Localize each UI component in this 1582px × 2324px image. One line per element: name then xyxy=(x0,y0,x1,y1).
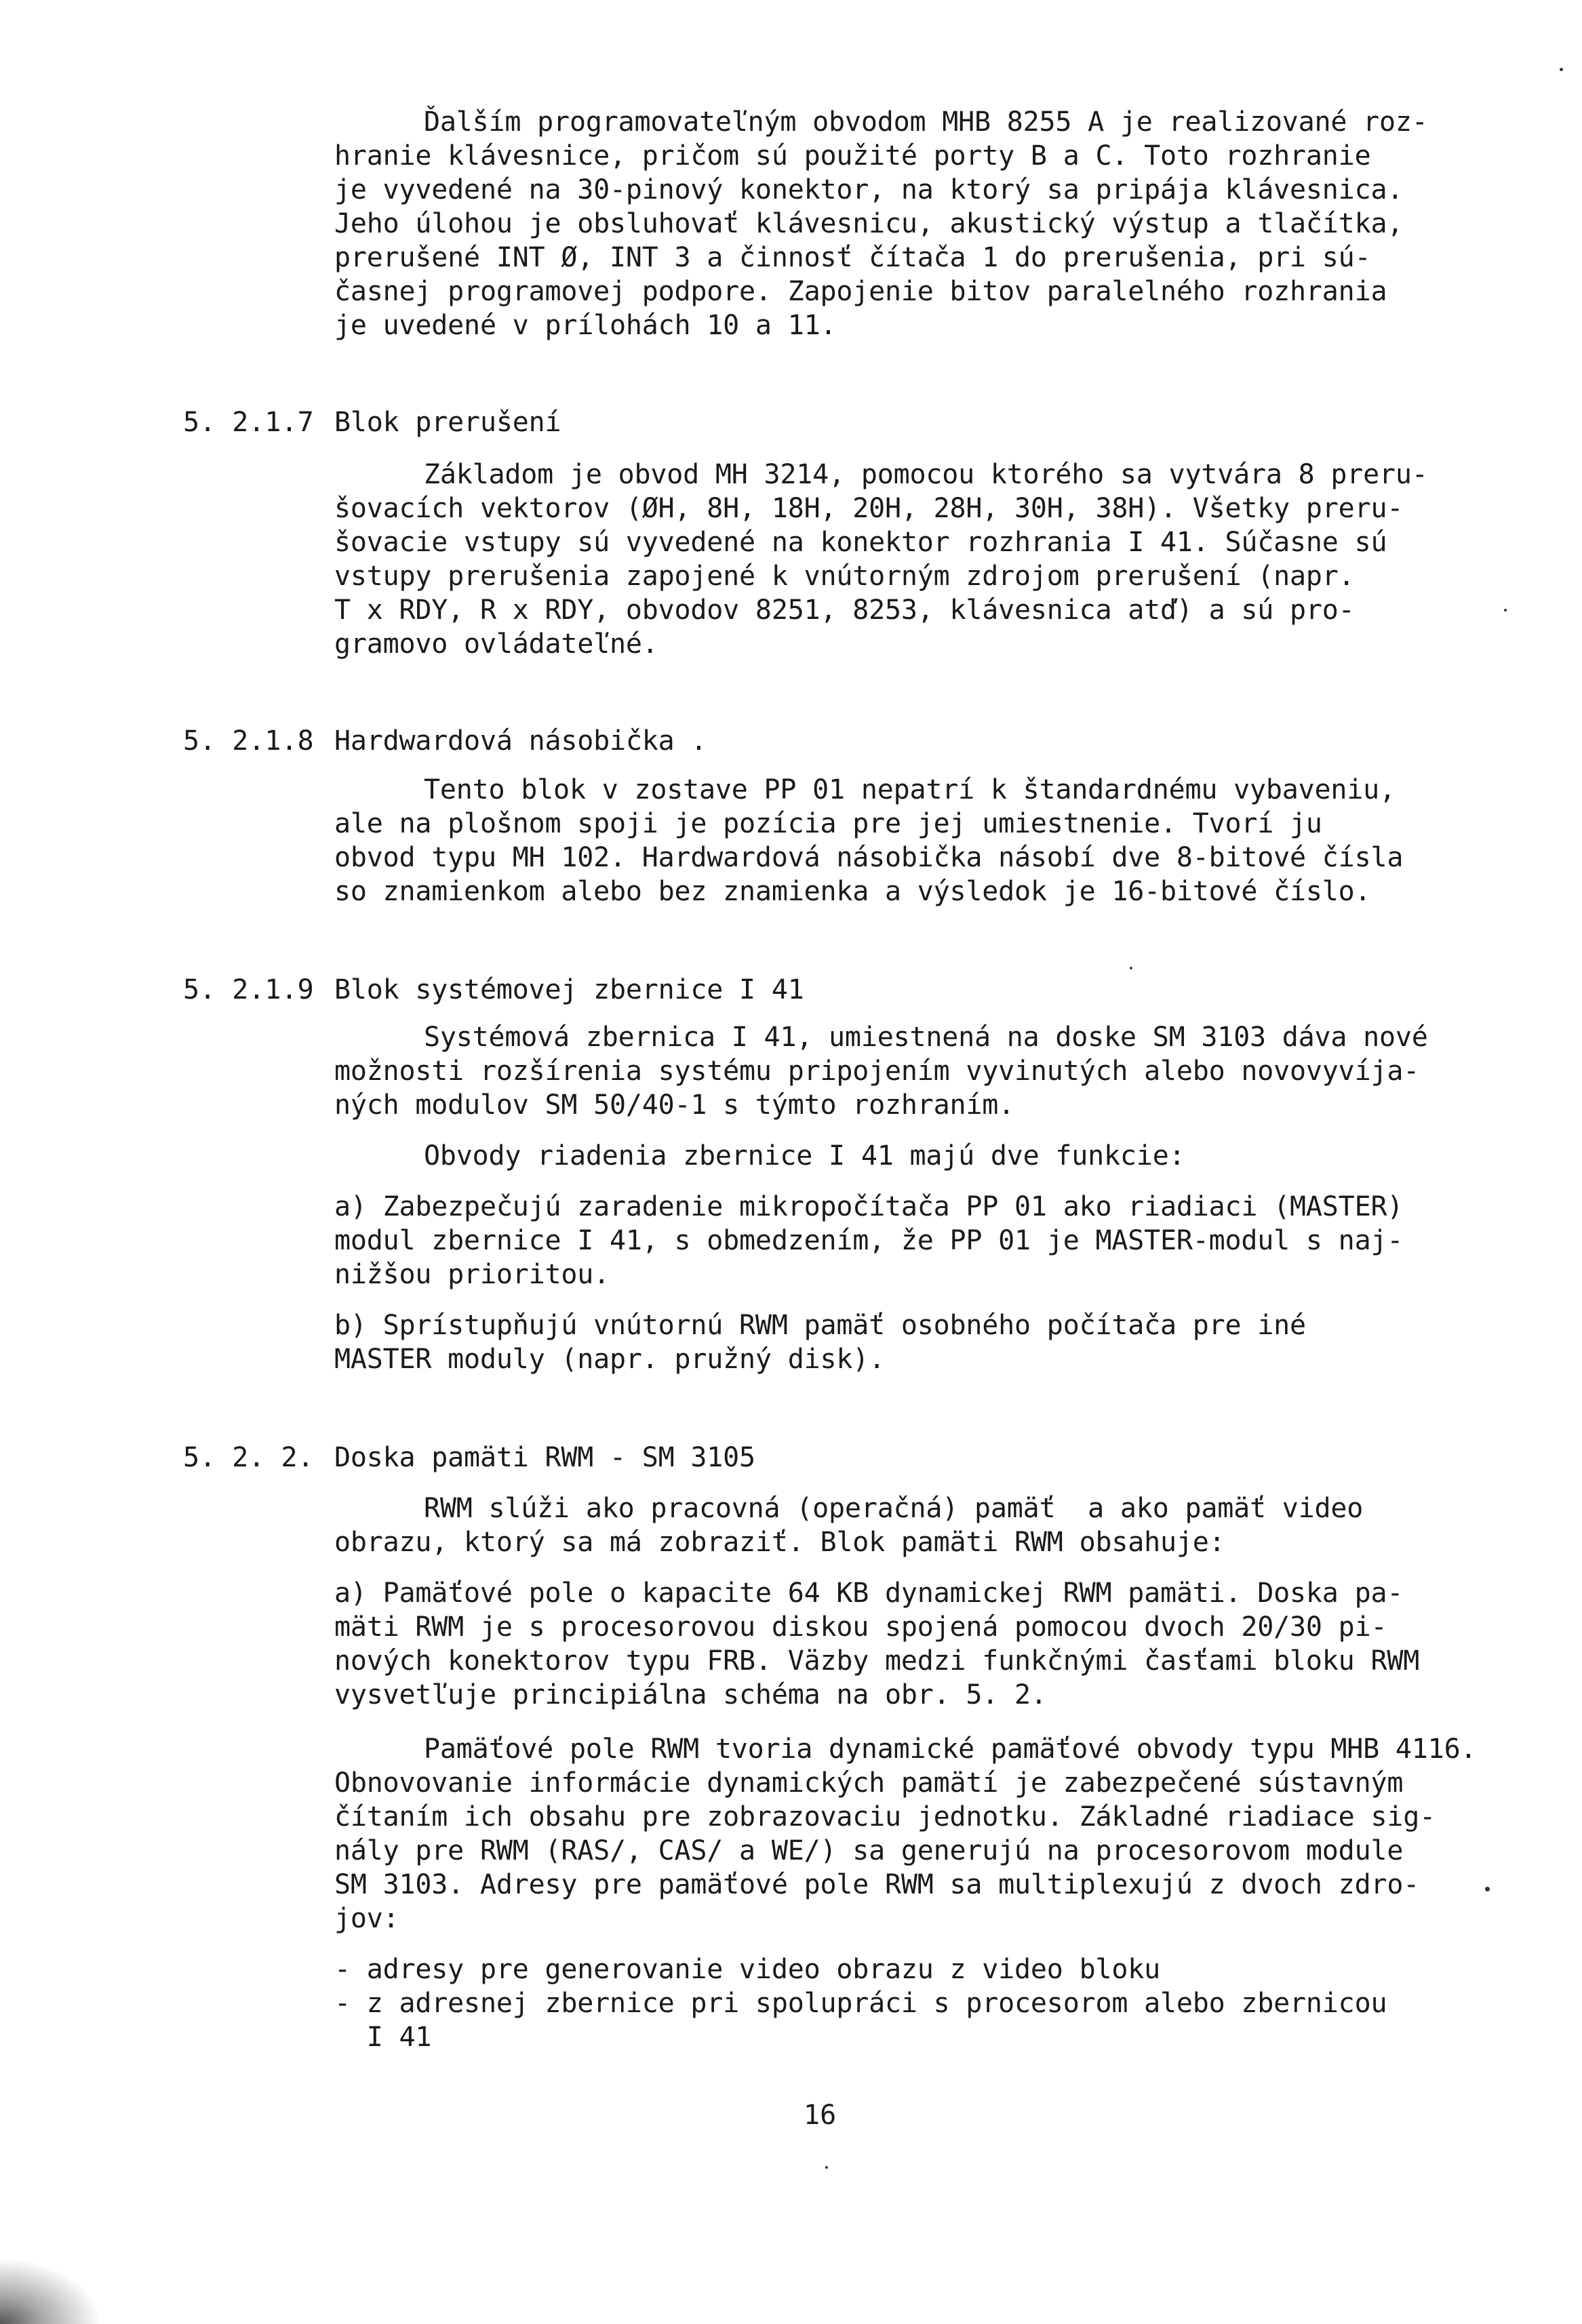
section-title: Blok prerušení xyxy=(334,407,561,438)
text-line: prerušené INT Ø, INT 3 a činnosť čítača 1 do prerušenia, pri sú- xyxy=(334,242,1371,273)
text-line: šovacích vektorov (ØH, 8H, 18H, 20H, 28H, 30H, 38H). Všetky preru- xyxy=(334,493,1404,524)
text-line: Obvody riadenia zbernice I 41 majú dve funkcie: xyxy=(424,1140,1185,1171)
text-line: obrazu, ktorý sa má zobraziť. Blok pamäti RWM obsahuje: xyxy=(334,1527,1225,1558)
text-line: jov: xyxy=(334,1903,399,1934)
text-line: ných modulov SM 50/40-1 s týmto rozhraním. xyxy=(334,1089,1015,1121)
text-line: a) Pamäťové pole o kapacite 64 KB dynamickej RWM pamäti. Doska pa- xyxy=(334,1578,1404,1609)
section-number: 5. 2.1.8 xyxy=(183,725,314,757)
text-line: a) Zabezpečujú zaradenie mikropočítača PP 01 ako riadiaci (MASTER) xyxy=(334,1191,1404,1222)
scan-speck xyxy=(1485,1887,1490,1891)
section-title: Blok systémovej zbernice I 41 xyxy=(334,974,804,1005)
text-line: obvod typu MH 102. Hardwardová násobička násobí dve 8-bitové čísla xyxy=(334,842,1404,873)
scan-speck xyxy=(1130,967,1132,969)
text-line: SM 3103. Adresy pre pamäťové pole RWM sa multiplexujú z dvoch zdro- xyxy=(334,1869,1420,1900)
scan-smudge xyxy=(0,2258,102,2324)
text-line: ale na plošnom spoji je pozícia pre jej umiestnenie. Tvorí ju xyxy=(334,808,1322,839)
text-line: Jeho úlohou je obsluhovať klávesnicu, akustický výstup a tlačítka, xyxy=(334,208,1404,239)
text-line: Pamäťové pole RWM tvoria dynamické pamäťové obvody typu MHB 4116. xyxy=(424,1734,1477,1765)
text-line: vstupy prerušenia zapojené k vnútorným zdrojom prerušení (napr. xyxy=(334,561,1355,592)
text-line: nových konektorov typu FRB. Väzby medzi funkčnými časťami bloku RWM xyxy=(334,1645,1420,1677)
text-line: hranie klávesnice, pričom sú použité porty B a C. Toto rozhranie xyxy=(334,140,1371,172)
text-line: možnosti rozšírenia systému pripojením vyvinutých alebo novovyvíja- xyxy=(334,1056,1420,1087)
text-line: T x RDY, R x RDY, obvodov 8251, 8253, klávesnica atď) a sú pro- xyxy=(334,595,1355,626)
text-line: časnej programovej podpore. Zapojenie bitov paralelného rozhrania xyxy=(334,276,1387,307)
list-item: - z adresnej zbernice pri spolupráci s procesorom alebo zbernicou xyxy=(334,1988,1387,2019)
text-line: RWM slúži ako pracovná (operačná) pamäť a ako pamäť video xyxy=(424,1493,1364,1524)
scan-speck xyxy=(1504,609,1507,612)
text-line: je uvedené v prílohách 10 a 11. xyxy=(334,310,837,341)
text-line: MASTER moduly (napr. pružný disk). xyxy=(334,1344,885,1375)
list-item: - adresy pre generovanie video obrazu z video bloku xyxy=(334,1954,1160,1985)
section-number: 5. 2.1.7 xyxy=(183,407,314,438)
scan-speck xyxy=(825,2166,828,2169)
text-line: nižšou prioritou. xyxy=(334,1259,610,1290)
text-line: Systémová zbernica I 41, umiestnená na doske SM 3103 dáva nové xyxy=(424,1022,1428,1053)
list-item: I 41 xyxy=(334,2022,432,2053)
text-line: Základom je obvod MH 3214, pomocou ktorého sa vytvára 8 preru- xyxy=(424,459,1428,490)
text-line: b) Sprístupňujú vnútornú RWM pamäť osobného počítača pre iné xyxy=(334,1310,1306,1341)
section-title: Doska pamäti RWM - SM 3105 xyxy=(334,1442,755,1473)
section-title: Hardwardová násobička . xyxy=(334,725,707,757)
section-number: 5. 2.1.9 xyxy=(183,974,314,1005)
text-line: nály pre RWM (RAS/, CAS/ a WE/) sa generujú na procesorovom module xyxy=(334,1835,1404,1866)
text-line: vysvetľuje principiálna schéma na obr. 5. 2. xyxy=(334,1679,1047,1710)
page-number: 16 xyxy=(804,2100,837,2131)
text-line: so znamienkom alebo bez znamienka a výsledok je 16-bitové číslo. xyxy=(334,876,1371,907)
text-line: čítaním ich obsahu pre zobrazovaciu jednotku. Základné riadiace sig- xyxy=(334,1801,1436,1832)
text-line: Ďalším programovateľným obvodom MHB 8255 A je realizované roz- xyxy=(424,106,1428,138)
text-line: modul zbernice I 41, s obmedzením, že PP 01 je MASTER-modul s naj- xyxy=(334,1225,1404,1256)
scan-speck xyxy=(1560,68,1563,71)
text-line: šovacie vstupy sú vyvedené na konektor rozhrania I 41. Súčasne sú xyxy=(334,527,1387,558)
text-line: mäti RWM je s procesorovou diskou spojená pomocou dvoch 20/30 pi- xyxy=(334,1611,1387,1643)
text-line: Obnovovanie informácie dynamických pamätí je zabezpečené sústavným xyxy=(334,1767,1404,1799)
text-line: gramovo ovládateľné. xyxy=(334,628,658,660)
section-number: 5. 2. 2. xyxy=(183,1442,314,1473)
text-line: je vyvedené na 30-pinový konektor, na ktorý sa pripája klávesnica. xyxy=(334,174,1404,205)
text-line: Tento blok v zostave PP 01 nepatrí k štandardnému vybaveniu, xyxy=(424,774,1396,805)
